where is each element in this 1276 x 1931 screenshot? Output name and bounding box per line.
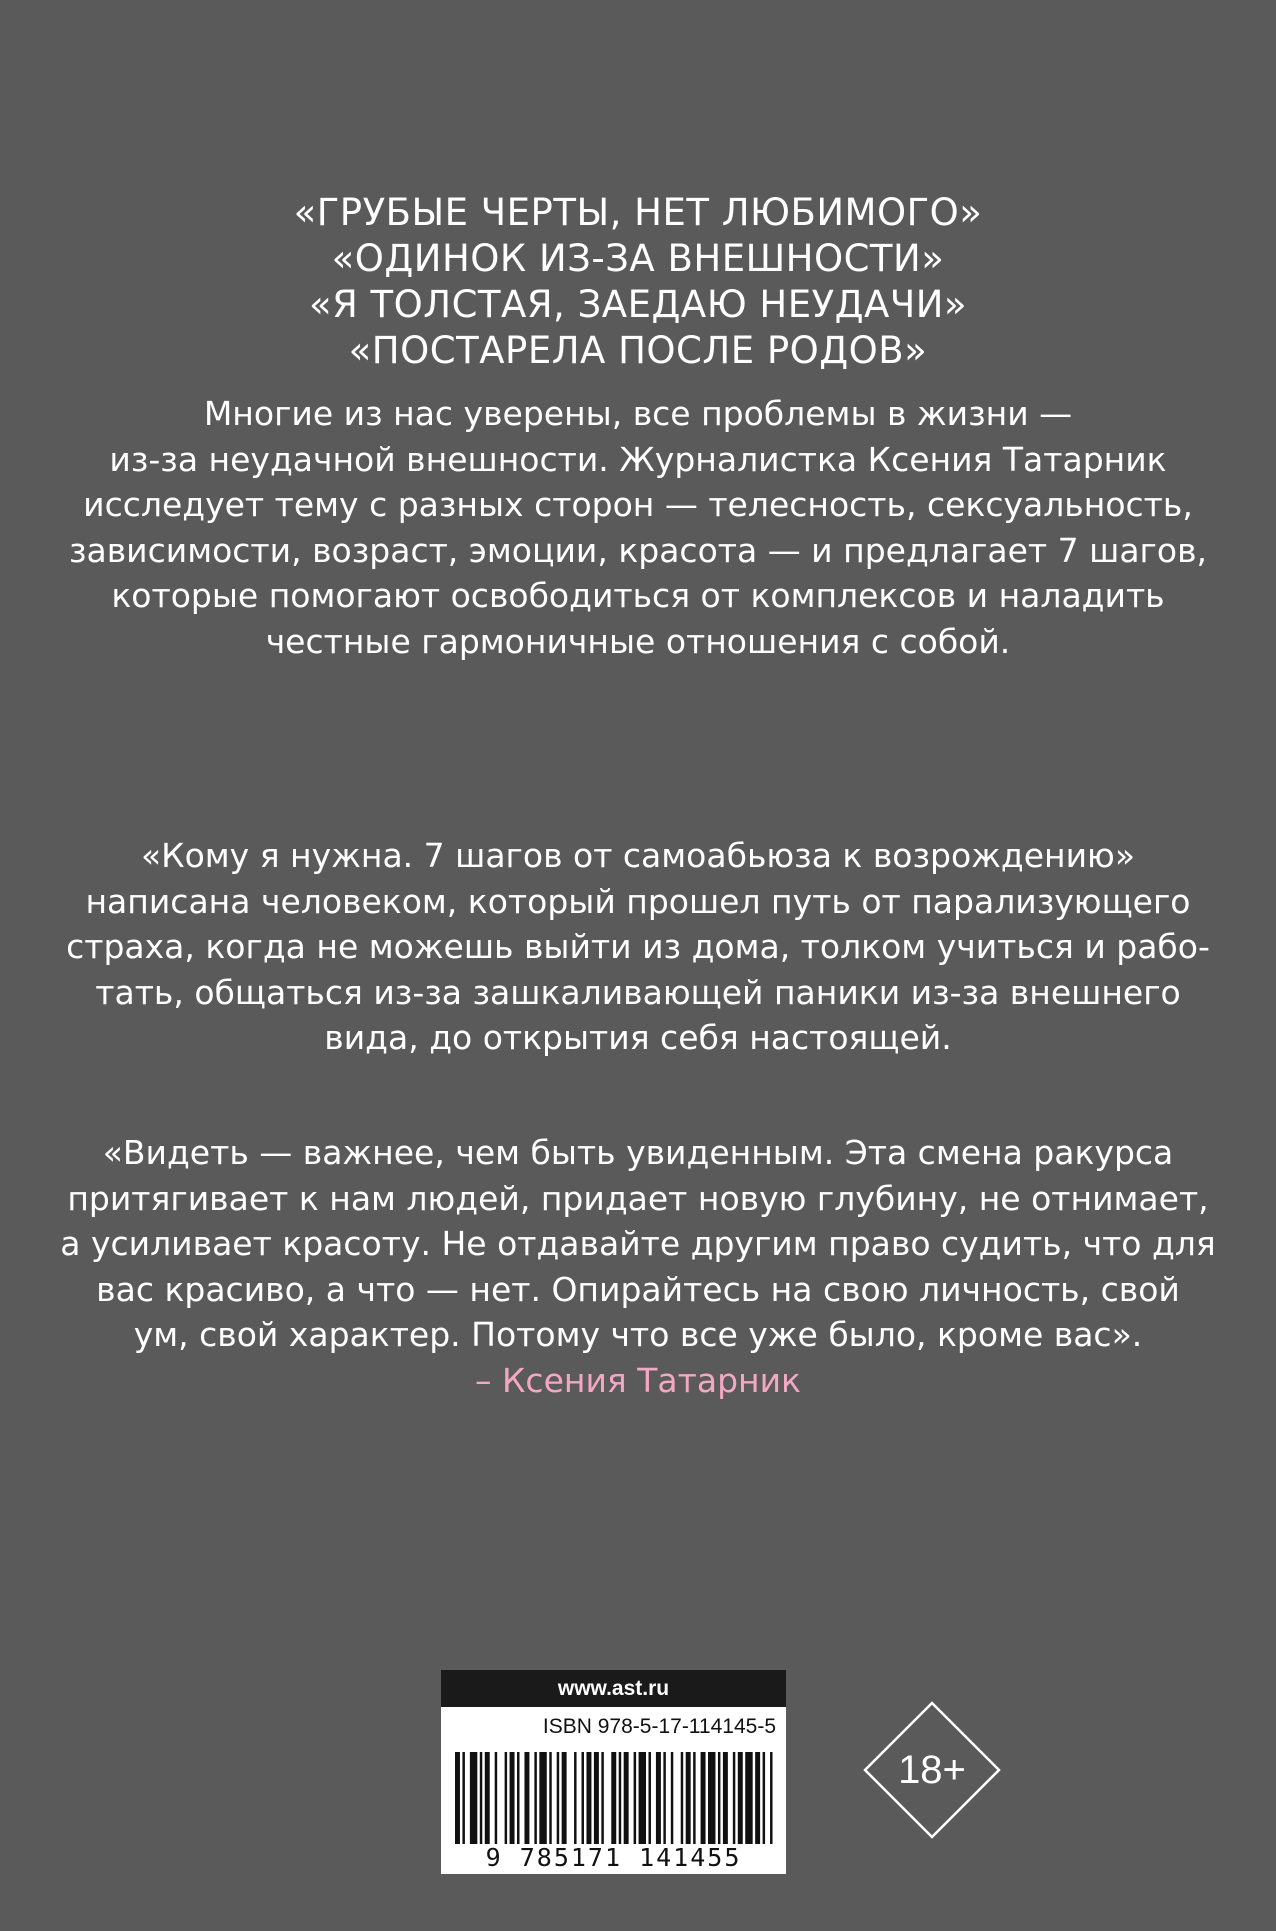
author-quote-line: ум, свой характер. Потому что все уже было, кроме вас». bbox=[133, 1315, 1143, 1354]
description-line: честные гармоничные отношения с собой. bbox=[265, 621, 1011, 661]
book-description bbox=[40, 391, 1236, 664]
publisher-website: www.ast.ru bbox=[441, 1670, 786, 1707]
author-quote-line: вас красиво, а что — нет. Опирайтесь на свою личность, свой bbox=[96, 1269, 1180, 1309]
book-about bbox=[40, 833, 1236, 1061]
barcode-box bbox=[441, 1670, 786, 1874]
description-line: из-за неудачной внешности. Журналистка Ксения Татарник bbox=[109, 439, 1167, 479]
author-quote-line: а усиливает красоту. Не отдавайте другим право судить, что для bbox=[60, 1224, 1216, 1263]
about-line: написана человеком, который прошел путь от парализующего bbox=[85, 881, 1191, 921]
barcode-bars bbox=[455, 1752, 775, 1844]
headline-quote: «ПОСТАРЕЛА ПОСЛЕ РОДОВ» bbox=[348, 329, 928, 372]
about-line: «Кому я нужна. 7 шагов от самоабьюза к возрождению» bbox=[140, 836, 1136, 875]
description-line: которые помогают освободиться от комплексов и наладить bbox=[111, 576, 1165, 615]
headline-quotes bbox=[0, 190, 1276, 374]
headline-quote: «Я ТОЛСТАЯ, ЗАЕДАЮ НЕУДАЧИ» bbox=[308, 283, 968, 326]
barcode-digits: 9 785171 141455 bbox=[485, 1843, 742, 1872]
description-line: Многие из нас уверены, все проблемы в жизни — bbox=[203, 394, 1073, 433]
headline-quote: «ГРУБЫЕ ЧЕРТЫ, НЕТ ЛЮБИМОГО» bbox=[293, 191, 983, 234]
age-rating: 18+ bbox=[898, 1748, 966, 1792]
about-line: вида, до открытия себя настоящей. bbox=[324, 1018, 952, 1057]
about-line: страха, когда не можешь выйти из дома, толком учиться и рабо- bbox=[66, 927, 1210, 966]
description-line: зависимости, возраст, эмоции, красота — и предлагает 7 шагов, bbox=[68, 530, 1208, 570]
description-line: исследует тему с разных сторон — телесность, сексуальность, bbox=[83, 485, 1193, 524]
headline-quote: «ОДИНОК ИЗ-ЗА ВНЕШНОСТИ» bbox=[331, 237, 945, 280]
about-line: тать, общаться из-за зашкаливающей паники из-за внешнего bbox=[95, 972, 1181, 1012]
author-quote-line: «Видеть — важнее, чем быть увиденным. Эта смена ракурса bbox=[102, 1133, 1174, 1172]
author-quote-line: притягивает к нам людей, придает новую глубину, не отнимает, bbox=[67, 1178, 1209, 1218]
author-attribution: – Ксения Татарник bbox=[475, 1360, 801, 1400]
author-quote bbox=[40, 1130, 1236, 1403]
isbn-text: ISBN 978-5-17-114145-5 bbox=[542, 1715, 776, 1738]
